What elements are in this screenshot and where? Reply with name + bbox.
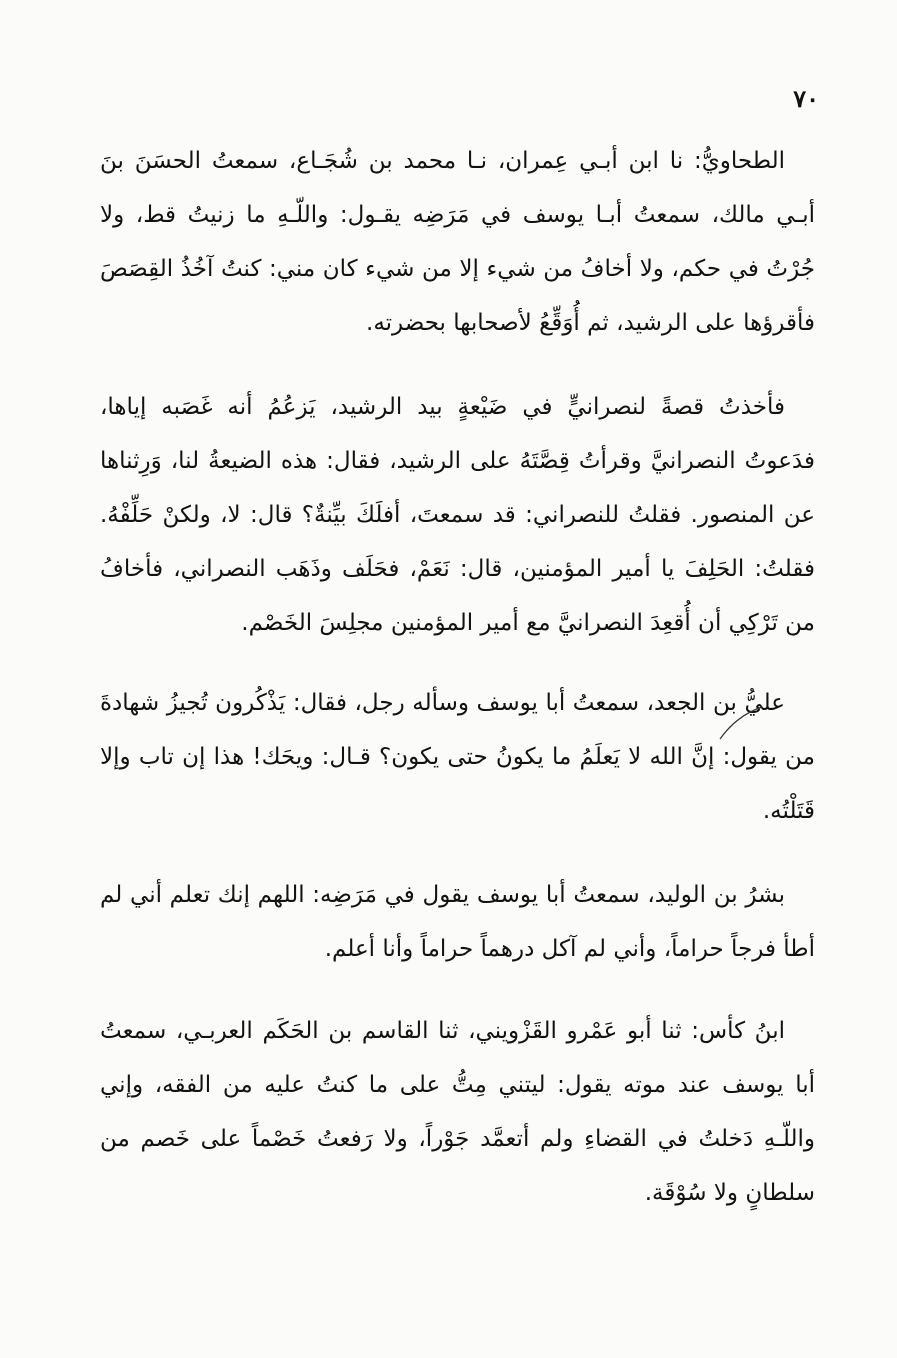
paragraph-spacer <box>100 350 815 380</box>
pen-mark <box>716 703 766 743</box>
paragraph-ibn-kas: ابنُ كأس: ثنا أبو عَمْرو القَزْويني، ثنا القاسم بن الحَكَم العربـي، سمعتُ أبا يوسف عند موته يقول: ليتني مِتُّ على ما كنتُ عليه من الفقه، وإني واللّـهِ دَخلتُ في القضاءِ ولم أتعمَّد جَوْراً، ولا رَفعتُ خَصْماً على خَصم من سلطانٍ ولا سُوْقَة. <box>100 1018 815 1206</box>
paragraph-tahawi: الطحاويُّ: نا ابن أبـي عِمران، نـا محمد بن شُجَـاع، سمعتُ الحسَنَ بنَ أبـي مالك، سمعتُ أبـا يوسف في مَرَضِه يقـول: واللّـهِ ما زنيتُ قط، ولا جُرْتُ في حكم، ولا أخافُ من شيء إلا من شيء كان مني: كنتُ آخُذُ القِصَصَ فأقرؤها على الرشيد، ثم أُوَقِّعُ لأصحابها بحضرته. <box>100 148 815 336</box>
paragraph-bishr-ibn-walid: بشرُ بن الوليد، سمعتُ أبا يوسف يقول في مَرَضِه: اللهم إنك تعلم أني لم أطأ فرجاً حراماً، وأني لم آكل درهماً حراماً وأنا أعلم. <box>100 882 815 962</box>
page-body <box>100 134 815 1220</box>
paragraph-christian-story: فأخذتُ قصةً لنصرانيٍّ في ضَيْعةٍ بيد الرشيد، يَزعُمُ أنه غَصَبه إياها، فدَعوتُ النصرانيَّ وقرأتُ قِصَّتَهُ على الرشيد، فقال: هذه الضيعةُ لنا، وَرِثناها عن المنصور. فقلتُ للنصراني: قد سمعتَ، أفلَكَ بيِّنةٌ؟ قال: لا، ولكنْ حَلِّفْهُ. فقلتُ: الحَلِفَ يا أمير المؤمنين، قال: نَعَمْ، فحَلَف وذَهَب النصراني، فأخافُ من تَرْكِي أن أُقعِدَ النصرانيَّ مع أمير المؤمنين مجلِسَ الخَصْم. <box>100 394 815 636</box>
paragraph-spacer <box>100 650 815 676</box>
paragraph-spacer <box>100 976 815 1004</box>
paragraph-spacer <box>100 838 815 868</box>
page-number: ٧٠ <box>793 84 819 113</box>
paragraph-ali-ibn-jaad: عليُّ بن الجعد، سمعتُ أبا يوسف وسأله رجل، فقال: يَذْكُرون تُجيزُ شهادةَ من يقول: إنَّ الله لا يَعلَمُ ما يكونُ حتى يكون؟ قـال: ويحَك! هذا إن تاب وإلا قَتَلْتُه. <box>100 690 815 824</box>
